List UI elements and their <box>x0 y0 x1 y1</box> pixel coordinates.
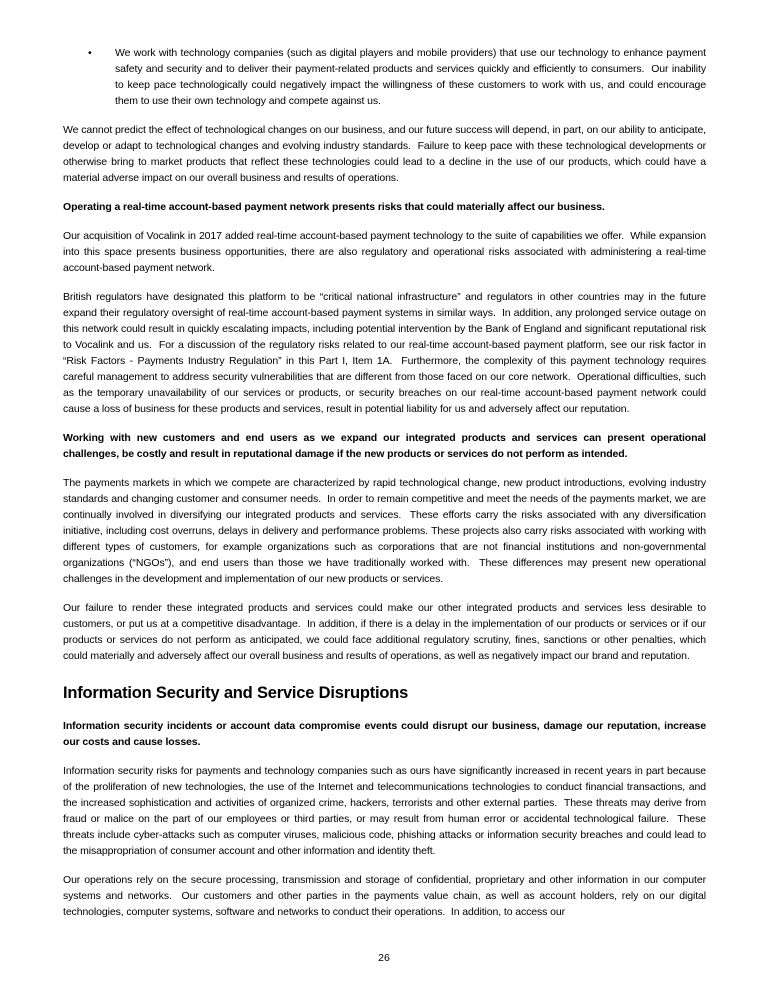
paragraph-technological-changes: We cannot predict the effect of technological changes on our business, and our future success will depend, in part, on our ability to anticipate, develop or adapt to technological changes and evolving industry standards. Failure to keep pace with these technological developments or otherwise bring to market products that reflect these technologies could lead to a decline in the use of our products, which could have a material adverse impact on our overall business and results of operations. <box>63 124 706 184</box>
paragraph-failure-to-render: Our failure to render these integrated products and services could make our other integrated products and services less desirable to customers, or put us at a competitive disadvantage. In addition, if there is a delay in the implementation of our products or services or if our products or services do not perform as anticipated, we could face additional regulatory scrutiny, fines, sanctions or other penalties, which could materially and adversely affect our overall business and results of operations, as well as negatively impact our brand and reputation. <box>63 602 706 662</box>
risk-heading-real-time-network: Operating a real-time account-based payment network presents risks that could materially affect our business. <box>63 201 605 213</box>
bullet-item <box>63 45 706 109</box>
paragraph-vocalink-acquisition: Our acquisition of Vocalink in 2017 added real-time account-based payment technology to the suite of capabilities we offer. While expansion into this space presents business opportunities, there are also regulatory and operational risks associated with administering a real-time account-based payment network. <box>63 230 706 274</box>
paragraph-british-regulators: British regulators have designated this platform to be “critical national infrastructure” and regulators in other countries may in the future expand their regulatory oversight of real-time account-based payment systems in similar ways. In addition, any prolonged service outage on this network could result in quickly escalating impacts, including potential intervention by the Bank of England and significant reputational risk to Vocalink and us. For a discussion of the regulatory risks related to our real-time account-based payment platform, see our risk factor in “Risk Factors - Payments Industry Regulation” in this Part I, Item 1A. Furthermore, the complexity of this payment technology requires careful management to address security vulnerabilities that are different from those faced on our core network. Operational difficulties, such as the temporary unavailability of our services or products, or security breaches on our real-time account-based payment network could cause a loss of business for these products and services, result in potential liability for us and adversely affect our reputation. <box>63 291 706 415</box>
risk-heading-information-security-incidents: Information security incidents or account data compromise events could disrupt our business, damage our reputation, increase our costs and cause losses. <box>63 720 706 748</box>
paragraph-secure-processing: Our operations rely on the secure processing, transmission and storage of confidential, proprietary and other information in our computer systems and networks. Our customers and other parties in the payments value chain, as well as account holders, rely on our digital technologies, computer systems, software and networks to conduct their operations. In addition, to access our <box>63 874 706 918</box>
section-heading-information-security: Information Security and Service Disruptions <box>63 684 409 702</box>
risk-heading-new-customers: Working with new customers and end users as we expand our integrated products and services can present operational challenges, be costly and result in reputational damage if the new products or services do not perform as intended. <box>63 432 706 460</box>
bullet-text-technology-companies: We work with technology companies (such as digital players and mobile providers) that use our technology to enhance payment safety and security and to deliver their payment-related products and services quickly and efficiently to consumers. Our inability to keep pace technologically could negatively impact the willingness of these customers to work with us, and could encourage them to use their own technology and compete against us. <box>115 47 706 107</box>
page-number: 26 <box>378 952 390 964</box>
paragraph-information-security-risks: Information security risks for payments and technology companies such as ours have significantly increased in recent years in part because of the proliferation of new technologies, the use of the Internet and telecommunications technologies to conduct financial transactions, and the increased sophistication and activities of organized crime, hackers, terrorists and other external parties. These threats may derive from fraud or malice on the part of our employees or third parties, or may result from human error or accidental technological failure. These threats include cyber-attacks such as computer viruses, malicious code, phishing attacks or information security breaches and could lead to the misappropriation of consumer account and other information and identity theft. <box>63 765 706 857</box>
paragraph-payments-markets: The payments markets in which we compete are characterized by rapid technological change, new product introductions, evolving industry standards and changing customer and consumer needs. In order to remain competitive and meet the needs of the payments market, we are continually involved in diversifying our integrated products and services. These efforts carry the risks associated with any diversification initiative, including cost overruns, delays in delivery and performance problems. These projects also carry risks associated with working with different types of customers, for example organizations such as corporations that are not financial institutions and non-governmental organizations (“NGOs”), and end users than those we have traditionally worked with. These differences may present new operational challenges in the development and implementation of our new products or services. <box>63 477 706 585</box>
bullet-icon: • <box>88 47 92 59</box>
page-footer <box>0 951 768 965</box>
